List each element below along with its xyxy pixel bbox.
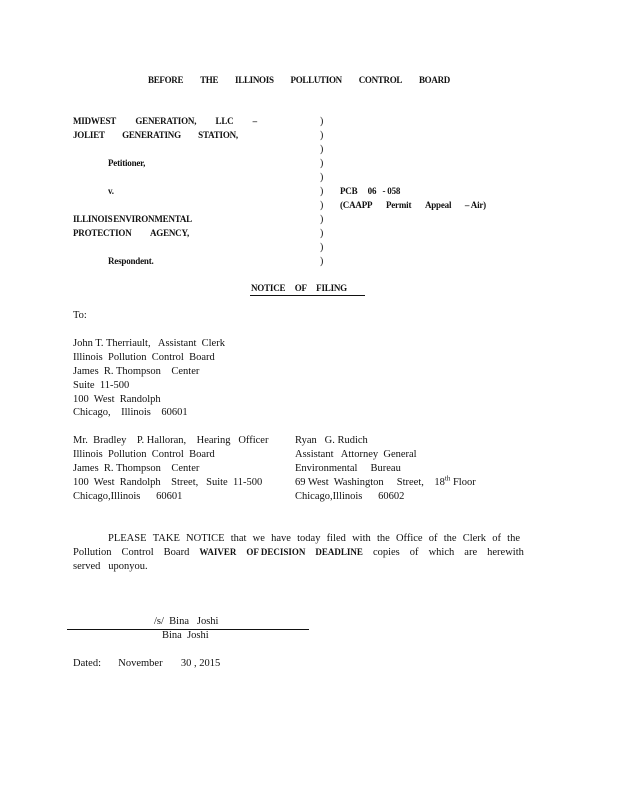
paragraph-line-2: Pollution Control Board WAIVER OF DECISION DEADLINE copies of which are herewith [73,547,524,558]
recipient-suite: Suite 11-500 [73,380,130,391]
paragraph-line-1: PLEASE TAKE NOTICE that we have today filed with the Office of the Clerk of the [108,533,520,544]
to-label: To: [73,310,87,321]
respondent-name-line2: PROTECTION AGENCY, [73,228,189,238]
recipient-street: 100 West Randolph [73,394,161,405]
paren: ) [320,172,324,183]
dated-month: November [118,658,163,669]
heading-word: ILLINOIS [235,75,274,85]
heading-word: BOARD [418,75,450,85]
respondent-name-line1: ILLINOIS ENVIRONMENTAL [73,214,192,224]
recipient-building: James R. Thompson Center [73,366,200,377]
recipient-street: 100 West Randolph Street, Suite 11-500 [73,477,263,488]
document-name-bold: OF DECISION [246,547,306,557]
recipient-name: John T. Therriault, Assistant Clerk [73,338,225,349]
heading-word: BEFORE [148,75,184,85]
dated-label: Dated: [73,658,101,669]
recipient-building: James R. Thompson Center [73,463,200,474]
paren: ) [320,228,324,239]
recipient-city: Chicago,Illinois 60602 [295,491,405,502]
petitioner-label: Petitioner, [108,158,146,168]
signer-name: Bina Joshi [162,630,209,641]
paren: ) [320,242,324,253]
paren: ) [320,186,324,197]
case-type: (CAAPP Permit Appeal – Air) [340,200,486,210]
document-name-bold: DEADLINE [315,547,363,557]
paragraph-line-3: served uponyou. [73,561,148,572]
document-name-bold: WAIVER [199,547,237,557]
petitioner-name-line1: MIDWEST GENERATION, LLC – [73,116,257,126]
recipient-org: Illinois Pollution Control Board [73,352,215,363]
recipient-bureau: Environmental Bureau [295,463,401,474]
heading-word: POLLUTION [290,75,342,85]
paren: ) [320,116,324,127]
dated-day-year: 30 , 2015 [180,658,221,669]
heading-word: THE [200,75,219,85]
paren: ) [320,256,324,267]
paren: ) [320,200,324,211]
paren: ) [320,158,324,169]
respondent-label: Respondent. [108,256,154,266]
recipient-street: 69 West Washington Street, 18th Floor [295,474,476,488]
recipient-city: Chicago, Illinois 60601 [73,407,188,418]
paren: ) [320,214,324,225]
recipient-name: Ryan G. Rudich [295,435,368,446]
court-heading [148,75,450,85]
paren: ) [320,130,324,141]
heading-word: CONTROL [358,75,403,85]
recipient-city: Chicago,Illinois 60601 [73,491,183,502]
case-number: PCB 06 - 058 [340,186,401,196]
paren: ) [320,144,324,155]
petitioner-name-line2: JOLIET GENERATING STATION, [73,130,238,140]
recipient-title: Assistant Attorney General [295,449,417,460]
dated-line [73,658,220,669]
notice-title-underline [250,295,365,296]
recipient-org: Illinois Pollution Control Board [73,449,215,460]
versus-label: v. [108,186,114,196]
recipient-name: Mr. Bradley P. Halloran, Hearing Officer [73,435,269,446]
electronic-signature: /s/ Bina Joshi [154,616,219,627]
notice-title: NOTICE OF FILING [251,283,347,293]
